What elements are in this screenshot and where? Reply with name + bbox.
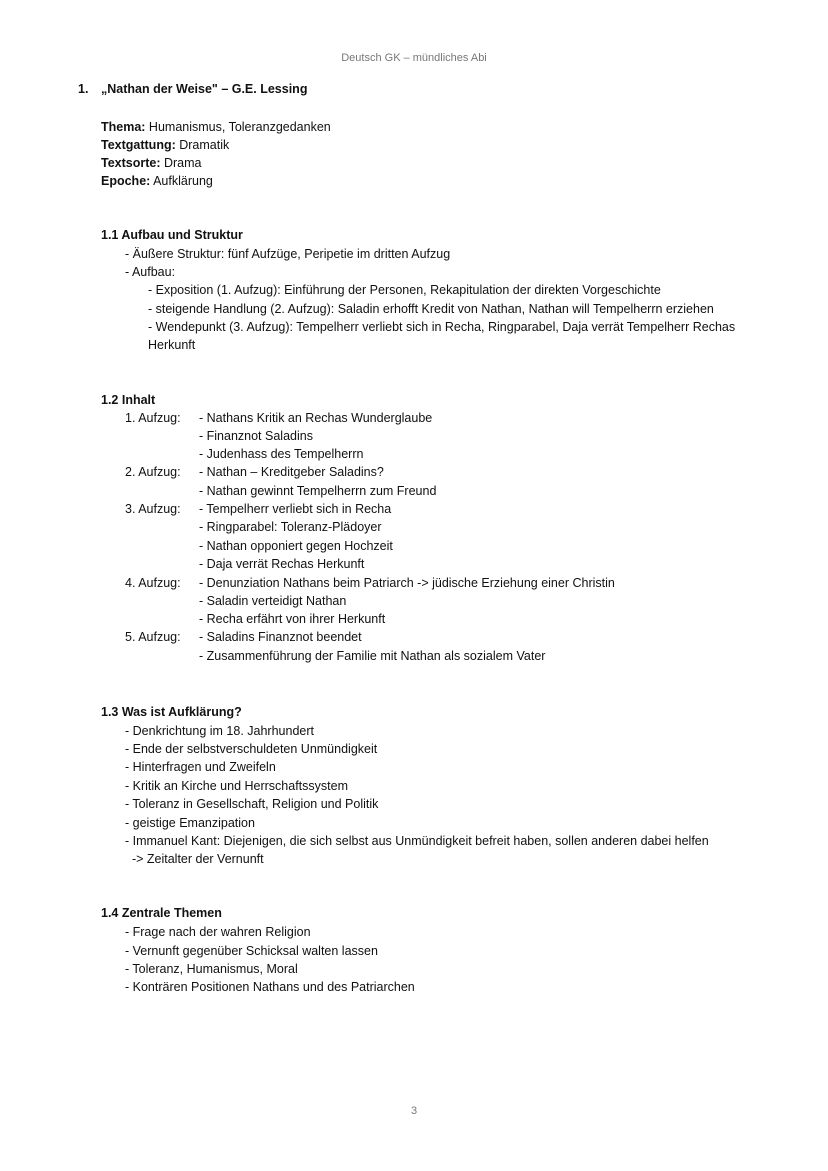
aufklaerung-line: - Immanuel Kant: Diejenigen, die sich selbst aus Unmündigkeit befreit haben, sollen anderen dabei helfen	[125, 834, 709, 848]
themen-line: - Konträren Positionen Nathans und des Patriarchen	[125, 980, 415, 994]
act-item: - Nathan gewinnt Tempelherrn zum Freund	[199, 484, 437, 498]
act-label: 4. Aufzug:	[125, 576, 181, 590]
themen-line: - Toleranz, Humanismus, Moral	[125, 962, 298, 976]
aufklaerung-line: - Denkrichtung im 18. Jahrhundert	[125, 724, 314, 738]
act-item: - Saladins Finanznot beendet	[199, 630, 362, 644]
act-label: 1. Aufzug:	[125, 411, 181, 425]
act-item: - Recha erfährt von ihrer Herkunft	[199, 612, 386, 626]
act-item: - Nathan opponiert gegen Hochzeit	[199, 539, 393, 553]
aufklaerung-line: - geistige Emanzipation	[125, 816, 255, 830]
section-heading-aufbau: 1.1 Aufbau und Struktur	[101, 228, 243, 242]
meta-textsorte: Textsorte: Drama	[101, 156, 202, 170]
aufbau-subline: - Exposition (1. Aufzug): Einführung der Personen, Rekapitulation der direkten Vorgeschichte	[148, 283, 661, 297]
act-label: 2. Aufzug:	[125, 465, 181, 479]
act-item: - Daja verrät Rechas Herkunft	[199, 557, 365, 571]
aufbau-subline: - steigende Handlung (2. Aufzug): Saladin erhofft Kredit von Nathan, Nathan will Tempelherrn erziehen	[148, 302, 714, 316]
meta-textgattung: Textgattung: Dramatik	[101, 138, 230, 152]
act-item: - Ringparabel: Toleranz-Plädoyer	[199, 520, 382, 534]
aufklaerung-line: - Ende der selbstverschuldeten Unmündigkeit	[125, 742, 378, 756]
page-header: Deutsch GK – mündliches Abi	[341, 52, 487, 64]
section-heading-aufklaerung: 1.3 Was ist Aufklärung?	[101, 705, 242, 719]
page-number: 3	[410, 1105, 418, 1117]
section-heading-inhalt: 1.2 Inhalt	[101, 393, 156, 407]
aufklaerung-line: - Toleranz in Gesellschaft, Religion und Politik	[125, 797, 379, 811]
act-item: - Denunziation Nathans beim Patriarch -> jüdische Erziehung einer Christin	[199, 576, 615, 590]
themen-line: - Vernunft gegenüber Schicksal walten lassen	[125, 944, 378, 958]
act-item: - Saladin verteidigt Nathan	[199, 594, 347, 608]
act-item: - Nathan – Kreditgeber Saladins?	[199, 465, 384, 479]
act-label: 3. Aufzug:	[125, 502, 181, 516]
aufklaerung-line: - Kritik an Kirche und Herrschaftssystem	[125, 779, 348, 793]
section-heading-themen: 1.4 Zentrale Themen	[101, 906, 222, 920]
title-number: 1.	[78, 82, 89, 96]
aufbau-subline: Herkunft	[148, 338, 196, 352]
aufbau-line: - Aufbau:	[125, 265, 176, 279]
act-item: - Tempelherr verliebt sich in Recha	[199, 502, 392, 516]
act-item: - Nathans Kritik an Rechas Wunderglaube	[199, 411, 433, 425]
act-item: - Finanznot Saladins	[199, 429, 313, 443]
aufklaerung-line: - Hinterfragen und Zweifeln	[125, 760, 276, 774]
meta-thema: Thema: Humanismus, Toleranzgedanken	[101, 120, 331, 134]
meta-epoche: Epoche: Aufklärung	[101, 174, 213, 188]
aufklaerung-line: -> Zeitalter der Vernunft	[125, 852, 264, 866]
themen-line: - Frage nach der wahren Religion	[125, 925, 311, 939]
page-title: „Nathan der Weise" – G.E. Lessing	[101, 82, 308, 96]
act-label: 5. Aufzug:	[125, 630, 181, 644]
aufbau-line: - Äußere Struktur: fünf Aufzüge, Peripetie im dritten Aufzug	[125, 247, 451, 261]
act-item: - Judenhass des Tempelherrn	[199, 447, 364, 461]
aufbau-subline: - Wendepunkt (3. Aufzug): Tempelherr verliebt sich in Recha, Ringparabel, Daja verrät Tempelherr Rechas	[148, 320, 736, 334]
act-item: - Zusammenführung der Familie mit Nathan als sozialem Vater	[199, 649, 546, 663]
